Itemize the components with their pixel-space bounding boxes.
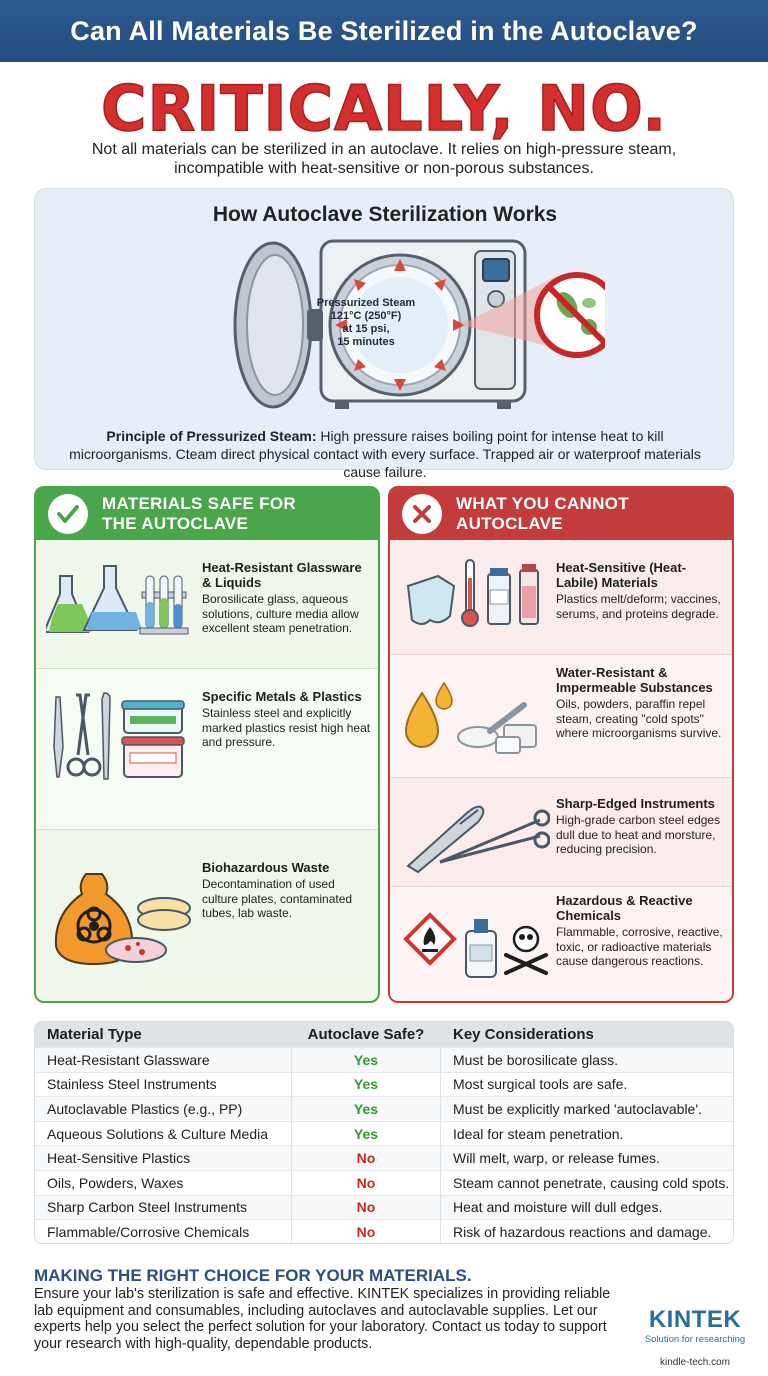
unsafe-title: WHAT YOU CANNOT AUTOCLAVE — [456, 494, 629, 533]
principle-text — [55, 427, 715, 481]
principle-body: High pressure raises boiling point for intense heat to kill microorganisms. Cteam direct physical contact with every surface. Trapped air or waterproof materials cause failure. — [69, 428, 701, 480]
unsafe-item-hazardous — [390, 887, 732, 1001]
safe-title: MATERIALS SAFE FOR THE AUTOCLAVE — [102, 494, 296, 533]
unsafe-item-desc: Oils, powders, paraffin repel steam, creating "cold spots" where microorganisms survive. — [556, 697, 722, 740]
instruments-icon — [46, 689, 196, 794]
unsafe-item-heat-sensitive — [390, 540, 732, 654]
table-row — [35, 1121, 733, 1146]
unsafe-item-desc: High-grade carbon steel edges dull due to heat and morsture, reducing precision. — [556, 813, 721, 856]
cell-safe: No — [291, 1146, 441, 1170]
checkmark-icon — [48, 494, 88, 534]
biohazard-bag-icon — [46, 864, 196, 979]
unsafe-materials-panel — [388, 486, 734, 1003]
cell-note: Most surgical tools are safe. — [453, 1076, 628, 1093]
cell-safe: No — [291, 1196, 441, 1220]
safe-item-title: Heat-Resistant Glassware & Liquids — [202, 560, 362, 590]
cell-material: Sharp Carbon Steel Instruments — [47, 1199, 247, 1216]
unsafe-item-title: Sharp-Edged Instruments — [556, 796, 715, 811]
table-row — [35, 1170, 733, 1195]
unsafe-item-water-resistant — [390, 655, 732, 777]
cell-note: Heat and moisture will dull edges. — [453, 1199, 663, 1216]
lead-text: Not all materials can be sterilized in an autoclave. It relies on high-pressure steam, incompatible with heat-sensitive or non-porous substances. — [91, 141, 677, 177]
unsafe-header — [390, 488, 732, 540]
how-title: How Autoclave Sterilization Works — [212, 203, 558, 226]
x-mark-icon — [402, 494, 442, 534]
safe-item-desc: Stainless steel and explicitly marked plastics resist high heat and pressure. — [202, 706, 371, 749]
page-banner — [0, 0, 768, 62]
unsafe-item-title: Water-Resistant & Impermeable Substances — [556, 665, 713, 695]
header-material: Material Type — [47, 1026, 142, 1043]
table-row — [35, 1096, 733, 1121]
table-row — [35, 1072, 733, 1097]
hazard-chemicals-icon — [400, 905, 550, 990]
unsafe-item-title: Heat-Sensitive (Heat-Labile) Materials — [556, 560, 687, 590]
scalpel-scissors-icon — [400, 790, 550, 880]
cell-safe: Yes — [291, 1073, 441, 1097]
cell-safe: No — [291, 1220, 441, 1244]
comparison-table — [34, 1021, 734, 1244]
cell-safe: Yes — [291, 1097, 441, 1121]
principle-lead: Principle of Pressurized Steam: — [106, 428, 317, 444]
steam-label: Pressurized Steam — [316, 297, 416, 309]
cta-body: Ensure your lab's sterilization is safe and effective. KINTEK specializes in providing reliable lab equipment and consumables, including autoclaves and autoclavable supplies. Let our experts help you select the perfect solution for your laboratory. Contact us today to support your research with high-quality, dependable products. — [34, 1286, 611, 1352]
cell-safe: Yes — [291, 1048, 441, 1072]
safe-item-title: Specific Metals & Plastics — [202, 689, 362, 704]
safe-header — [36, 488, 378, 540]
unsafe-item-desc: Plastics melt/deform; vaccines, serums, and proteins degrade. — [556, 592, 721, 621]
melted-plastic-icon — [400, 556, 550, 641]
cell-note: Ideal for steam penetration. — [453, 1125, 624, 1142]
how-it-works-panel — [34, 188, 734, 480]
cell-material: Oils, Powders, Waxes — [47, 1174, 184, 1191]
cell-material: Heat-Sensitive Plastics — [47, 1150, 191, 1167]
safe-item-desc: Borosilicate glass, aqueous solutions, culture media allow excellent steam penetration. — [202, 592, 359, 635]
safe-item-desc: Decontamination of used culture plates, contaminated tubes, lab waste. — [202, 877, 353, 920]
table-header-row — [35, 1022, 733, 1047]
cell-safe: No — [291, 1171, 441, 1195]
table-row — [35, 1195, 733, 1220]
cell-note: Steam cannot penetrate, causing cold spots. — [453, 1174, 730, 1191]
steam-temp: 121°C (250°F) — [330, 310, 402, 322]
oil-powder-icon — [400, 673, 550, 768]
glassware-icon — [46, 556, 196, 651]
safe-item-glassware — [36, 540, 378, 668]
header-safe: Autoclave Safe? — [291, 1022, 441, 1047]
logo-name: KINTEK — [648, 1306, 742, 1333]
cell-material: Stainless Steel Instruments — [47, 1076, 217, 1093]
cell-note: Risk of hazardous reactions and damage. — [453, 1223, 712, 1240]
table-row — [35, 1145, 733, 1170]
kintek-logo — [640, 1306, 750, 1368]
cta-title: MAKING THE RIGHT CHOICE FOR YOUR MATERIALS. — [34, 1266, 472, 1285]
logo-tagline: Solution for researching — [644, 1334, 746, 1345]
cell-material: Aqueous Solutions & Culture Media — [47, 1125, 269, 1142]
page-title: Can All Materials Be Sterilized in the Autoclave? — [70, 15, 698, 46]
steam-pressure: at 15 psi, — [342, 323, 390, 335]
table-row — [35, 1047, 733, 1072]
cell-material: Flammable/Corrosive Chemicals — [47, 1223, 250, 1240]
unsafe-item-desc: Flammable, corrosive, reactive, toxic, or radioactive materials cause dangerous reactions. — [556, 925, 723, 968]
header-considerations: Key Considerations — [453, 1026, 594, 1043]
steam-time: 15 minutes — [337, 336, 395, 348]
safe-item-biohazard — [36, 830, 378, 1001]
table-row — [35, 1219, 733, 1244]
unsafe-item-title: Hazardous & Reactive Chemicals — [556, 893, 693, 923]
safe-item-title: Biohazardous Waste — [202, 860, 330, 875]
safe-item-metals — [36, 669, 378, 829]
safe-materials-panel — [34, 486, 380, 1003]
cell-note: Must be borosilicate glass. — [453, 1051, 618, 1068]
cell-note: Will melt, warp, or release fumes. — [453, 1150, 660, 1167]
unsafe-item-sharp-edged — [390, 778, 732, 886]
cell-material: Heat-Resistant Glassware — [47, 1051, 210, 1068]
headline: CRITICALLY, NO. — [100, 72, 668, 145]
cell-material: Autoclavable Plastics (e.g., PP) — [47, 1100, 243, 1117]
website-link[interactable]: kindle-tech.com — [659, 1357, 731, 1368]
steam-label-group — [307, 297, 425, 349]
cell-safe: Yes — [291, 1122, 441, 1146]
cell-note: Must be explicitly marked 'autoclavable'. — [453, 1100, 702, 1117]
